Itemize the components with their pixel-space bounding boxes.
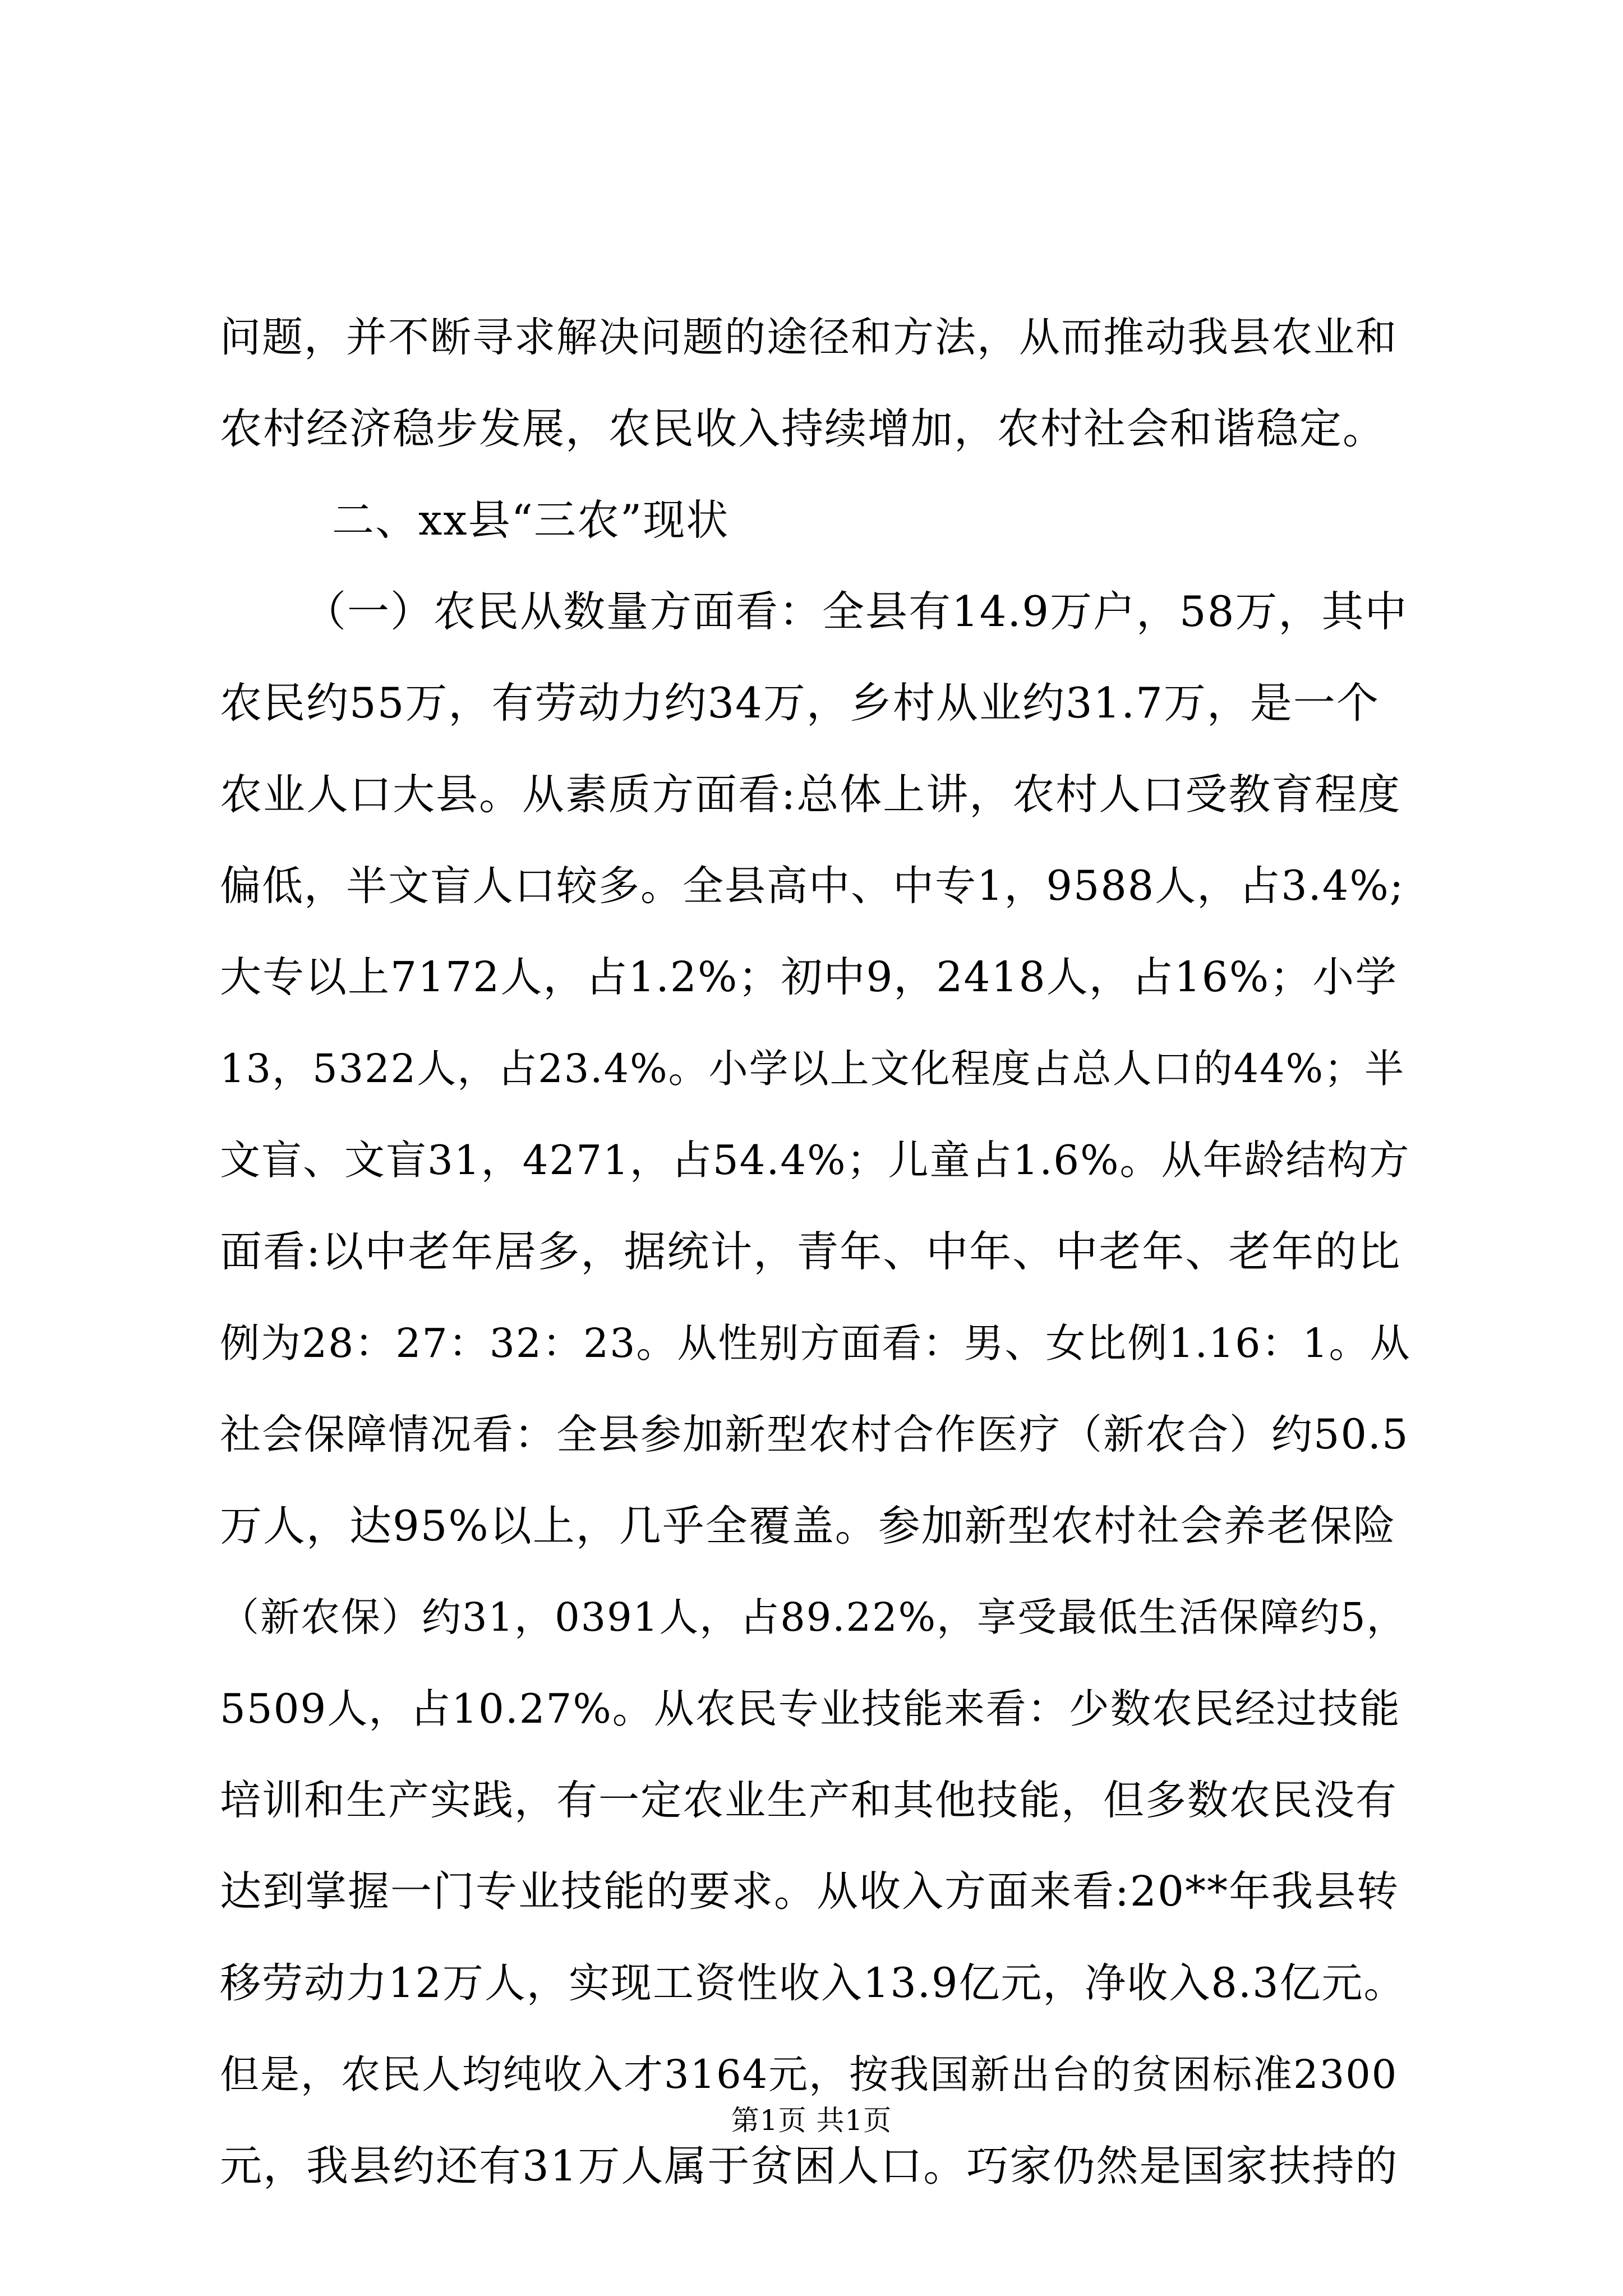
text-line: 农业人口大县。从素质方面看:总体上讲，农村人口受教育程度 [220,770,1401,819]
section-heading: 二、xx县“三农”现状 [332,495,730,545]
text-line: 农村经济稳步发展，农民收入持续增加，农村社会和谐稳定。 [220,404,1386,453]
text-line: 培训和生产实践，有一定农业生产和其他技能，但多数农民没有 [220,1777,1398,1824]
text-line: 移劳动力12万人，实现工资性收入13.9亿元，净收入8.3亿元。 [220,1959,1406,2007]
text-line: 面看:以中老年居多，据统计，青年、中年、中老年、老年的比 [220,1227,1401,1276]
text-line: 13，5322人，占23.4%。小学以上文化程度占总人口的44%；半 [220,1046,1405,1092]
text-line: 偏低，半文盲人口较多。全县高中、中专1，9588人，占3.4%; [220,862,1405,910]
text-line: 例为28：27：32：23。从性别方面看：男、女比例1.16：1。从 [220,1320,1411,1366]
text-line: 万人，达95%以上，几乎全覆盖。参加新型农村社会养老保险 [220,1501,1396,1550]
text-line: （新农保）约31，0391人，占89.22%，享受最低生活保障约5， [220,1594,1407,1640]
text-line: 大专以上7172人，占1.2%；初中9，2418人，占16%；小学 [220,953,1398,1001]
paragraph-first-line: （一）农民从数量方面看：全县有14.9万户，58万，其中 [304,587,1408,636]
text-line: 社会保障情况看：全县参加新型农村合作医疗（新农合）约50.5 [220,1411,1409,1458]
text-line: 但是，农民人均纯收入才3164元，按我国新出台的贫困标准2300 [220,2051,1398,2097]
text-line: 文盲、文盲31，4271，占54.4%；儿童占1.6%。从年龄结构方 [220,1137,1410,1184]
text-line: 5509人，占10.27%。从农民专业技能来看：少数农民经过技能 [220,1685,1401,1732]
text-line: 问题，并不断寻求解决问题的途径和方法，从而推动我县农业和 [220,314,1398,361]
text-line: 元，我县约还有31万人属于贫困人口。巧家仍然是国家扶持的 [220,2141,1399,2191]
document-body [220,292,1412,2212]
page-footer: 第1页 共1页 [731,2104,892,2137]
text-line: 达到掌握一门专业技能的要求。从收入方面来看:20**年我县转 [220,1867,1400,1916]
text-line: 农民约55万，有劳动力约34万，乡村从业约31.7万，是一个 [220,678,1380,728]
